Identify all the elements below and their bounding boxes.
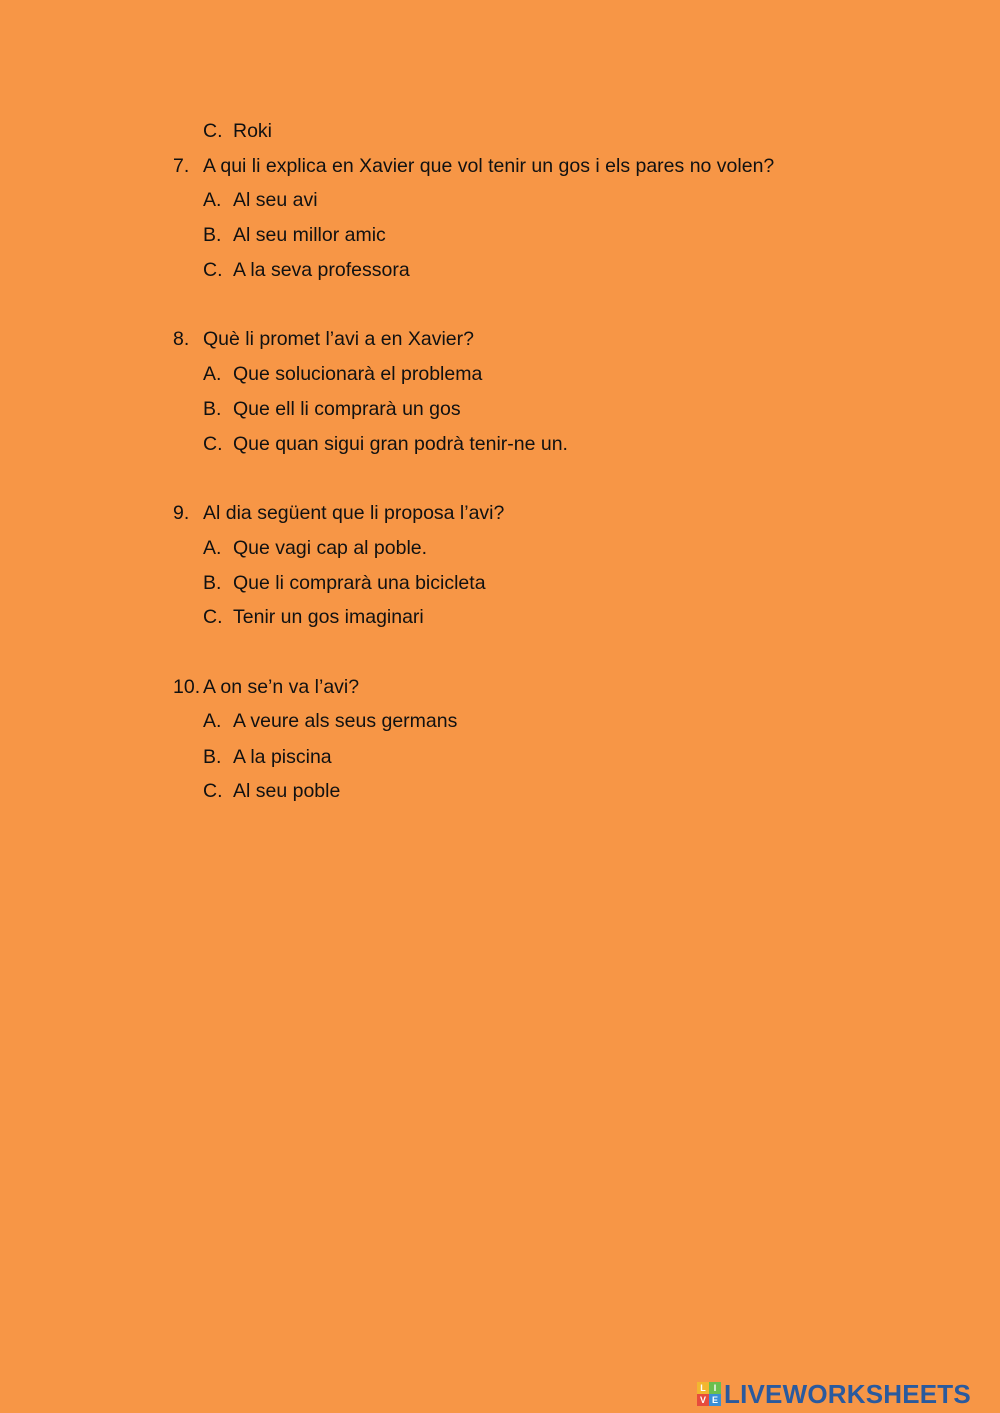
- option-letter: B.: [203, 398, 222, 420]
- option-text: Roki: [233, 120, 273, 142]
- option-text: Tenir un gos imaginari: [233, 606, 424, 628]
- option-letter: B.: [203, 224, 222, 246]
- option-letter: C.: [203, 606, 223, 628]
- logo-letter: I: [709, 1382, 721, 1394]
- option-letter: B.: [203, 572, 222, 594]
- option-text: Al seu millor amic: [233, 224, 386, 246]
- liveworksheets-logo: [697, 1378, 971, 1410]
- question-number: 9.: [173, 502, 190, 524]
- logo-letter: V: [697, 1394, 709, 1406]
- question-number: 8.: [173, 328, 190, 350]
- question-number: 7.: [173, 155, 190, 177]
- question-text: A on se’n va l’avi?: [203, 676, 360, 698]
- option-letter: A.: [203, 363, 222, 385]
- option-letter: A.: [203, 710, 222, 732]
- option-text: Al seu poble: [233, 780, 341, 802]
- option-text: Que vagi cap al poble.: [233, 537, 428, 559]
- option-text: Que solucionarà el problema: [233, 363, 483, 385]
- question-text: Al dia següent que li proposa l’avi?: [203, 502, 505, 524]
- option-letter: A.: [203, 537, 222, 559]
- option-text: A veure als seus germans: [233, 710, 458, 732]
- option-text: A la seva professora: [233, 259, 410, 281]
- option-letter: A.: [203, 189, 222, 211]
- logo-letter: E: [709, 1394, 721, 1406]
- option-letter: C.: [203, 433, 223, 455]
- question-text: Què li promet l’avi a en Xavier?: [203, 328, 474, 350]
- option-letter: C.: [203, 780, 223, 802]
- brand-mark-icon: [697, 1382, 721, 1406]
- logo-letter: L: [697, 1382, 709, 1394]
- option-text: Que ell li comprarà un gos: [233, 398, 461, 420]
- option-text: Que li comprarà una bicicleta: [233, 572, 486, 594]
- brand-name: LIVEWORKSHEETS: [724, 1378, 971, 1409]
- question-text: A qui li explica en Xavier que vol tenir un gos i els pares no volen?: [203, 155, 775, 177]
- option-letter: C.: [203, 259, 223, 281]
- option-text: Al seu avi: [233, 189, 318, 211]
- question-number: 10.: [173, 676, 201, 698]
- option-text: A la piscina: [233, 746, 332, 768]
- option-letter: B.: [203, 746, 222, 768]
- option-letter: C.: [203, 120, 223, 142]
- option-text: Que quan sigui gran podrà tenir-ne un.: [233, 433, 568, 455]
